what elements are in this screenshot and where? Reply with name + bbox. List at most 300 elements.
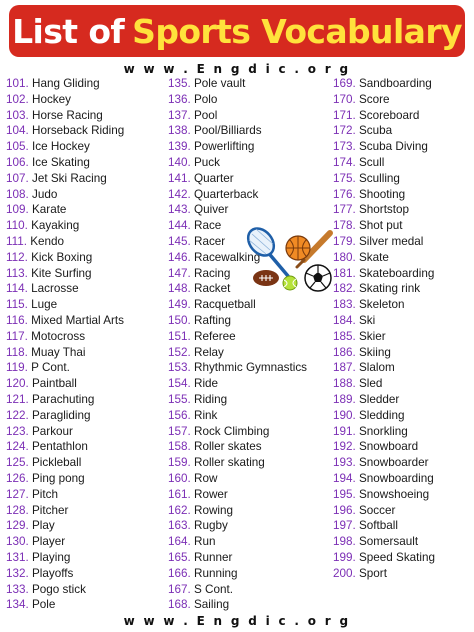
vocab-item	[333, 123, 435, 139]
item-word: Skating rink	[359, 282, 421, 296]
item-word: Player	[32, 535, 66, 549]
item-number: 118.	[6, 345, 28, 359]
item-word: Shortstop	[359, 203, 410, 217]
item-number: 153.	[168, 361, 191, 375]
item-number: 154.	[168, 377, 191, 391]
item-number: 149.	[168, 298, 191, 312]
vocab-item	[333, 218, 435, 234]
vocab-item	[6, 518, 124, 534]
item-number: 192.	[333, 440, 356, 454]
item-number: 135.	[168, 77, 191, 90]
item-word: Horseback Riding	[32, 124, 125, 138]
item-word: Pitcher	[32, 503, 69, 517]
item-number: 174.	[333, 155, 356, 169]
vocab-item	[333, 155, 435, 171]
item-number: 139.	[168, 140, 191, 154]
item-word: Shot put	[359, 219, 403, 233]
item-word: S Cont.	[194, 582, 233, 596]
vocab-item	[168, 582, 307, 598]
tennis-ball-icon	[283, 276, 297, 290]
item-number: 102.	[6, 92, 29, 106]
item-number: 168.	[168, 598, 191, 612]
item-word: Karate	[32, 203, 67, 217]
item-word: Paragliding	[32, 408, 91, 422]
vocab-item	[333, 534, 435, 550]
item-number: 198.	[333, 535, 356, 549]
item-word: Rower	[194, 487, 228, 501]
item-word: Sledder	[359, 392, 400, 406]
item-number: 105.	[6, 140, 29, 154]
vocab-item	[333, 76, 435, 92]
vocab-item	[333, 266, 435, 282]
vocab-item	[333, 139, 435, 155]
vocab-item	[6, 171, 124, 187]
item-number: 128.	[6, 503, 29, 517]
item-number: 112.	[6, 250, 28, 264]
item-number: 197.	[333, 519, 356, 533]
vocab-item	[168, 503, 307, 519]
item-word: Ping pong	[32, 471, 85, 485]
vocab-item	[6, 281, 124, 297]
vocab-item	[6, 345, 124, 361]
item-word: Sandboarding	[359, 77, 432, 90]
vocab-item	[168, 345, 307, 361]
item-number: 162.	[168, 503, 191, 517]
item-word: Pogo stick	[32, 582, 86, 596]
vocab-item	[168, 123, 307, 139]
item-number: 184.	[333, 313, 356, 327]
item-word: Rafting	[194, 313, 232, 327]
item-number: 175.	[333, 171, 356, 185]
item-word: Skiing	[359, 345, 391, 359]
item-number: 182.	[333, 282, 356, 296]
item-number: 160.	[168, 471, 191, 485]
item-word: Pool/Billiards	[194, 124, 262, 138]
sports-illustration	[244, 220, 340, 300]
item-word: Skate	[359, 250, 389, 264]
vocab-item	[168, 597, 307, 613]
vocab-item	[6, 187, 124, 203]
item-number: 195.	[333, 487, 356, 501]
item-word: Snowboard	[359, 440, 419, 454]
vocab-item	[168, 518, 307, 534]
item-word: Playoffs	[32, 566, 74, 580]
vocab-item	[333, 503, 435, 519]
item-number: 156.	[168, 408, 191, 422]
item-word: Snowshoeing	[359, 487, 430, 501]
item-word: Scull	[359, 155, 385, 169]
item-number: 116.	[6, 313, 28, 327]
item-number: 122.	[6, 408, 29, 422]
vocab-item	[6, 503, 124, 519]
vocab-item	[6, 597, 124, 613]
item-number: 190.	[333, 408, 356, 422]
vocab-item	[168, 424, 307, 440]
vocab-item	[333, 487, 435, 503]
item-word: Lacrosse	[31, 282, 79, 296]
item-number: 147.	[168, 266, 191, 280]
vocab-item	[6, 582, 124, 598]
vocab-item	[333, 471, 435, 487]
vocab-item	[168, 455, 307, 471]
vocab-item	[168, 329, 307, 345]
vocab-item	[168, 360, 307, 376]
item-word: Puck	[194, 155, 220, 169]
item-number: 194.	[333, 471, 356, 485]
vocab-item	[6, 534, 124, 550]
item-number: 109.	[6, 203, 29, 217]
item-word: Kayaking	[31, 219, 80, 233]
vocab-item	[6, 424, 124, 440]
website-url-top[interactable]: w w w . E n g d i c . o r g	[123, 62, 351, 76]
title-part-2: Sports Vocabulary	[132, 11, 462, 51]
item-number: 108.	[6, 187, 29, 201]
vocab-item	[6, 218, 124, 234]
vocab-item	[333, 187, 435, 203]
item-number: 133.	[6, 582, 29, 596]
item-number: 181.	[333, 266, 356, 280]
item-word: Pentathlon	[32, 440, 88, 454]
item-word: Parachuting	[32, 392, 95, 406]
item-word: Ski	[359, 313, 376, 327]
item-word: Run	[194, 535, 216, 549]
word-column-2	[168, 76, 307, 613]
item-number: 173.	[333, 140, 356, 154]
vocab-item	[333, 518, 435, 534]
item-number: 141.	[168, 171, 191, 185]
item-word: Skier	[359, 329, 386, 343]
item-word: Snowboarding	[359, 471, 434, 485]
item-number: 134.	[6, 598, 29, 612]
item-word: Race	[194, 219, 222, 233]
item-word: Pool	[194, 108, 218, 122]
vocab-item	[6, 471, 124, 487]
item-word: Roller skating	[194, 456, 265, 470]
vocab-item	[6, 266, 124, 282]
basketball-icon	[286, 236, 310, 260]
item-number: 127.	[6, 487, 29, 501]
vocab-item	[6, 250, 124, 266]
vocab-item	[6, 76, 124, 92]
vocab-item	[6, 392, 124, 408]
item-word: Racket	[194, 282, 231, 296]
american-football-icon	[253, 270, 279, 286]
item-word: Play	[32, 519, 55, 533]
item-word: Pole	[32, 598, 56, 612]
item-number: 137.	[168, 108, 191, 122]
item-word: Silver medal	[359, 234, 424, 248]
item-word: Somersault	[359, 535, 419, 549]
vocab-item	[168, 155, 307, 171]
item-word: Running	[194, 566, 238, 580]
vocab-item	[168, 139, 307, 155]
item-number: 170.	[333, 92, 356, 106]
item-number: 101.	[6, 77, 29, 90]
item-word: Pitch	[32, 487, 58, 501]
item-number: 115.	[6, 298, 28, 312]
item-number: 140.	[168, 155, 191, 169]
item-word: Judo	[32, 187, 58, 201]
item-number: 199.	[333, 550, 356, 564]
vocab-item	[6, 439, 124, 455]
item-word: P Cont.	[31, 361, 70, 375]
vocab-item	[6, 408, 124, 424]
vocab-item	[333, 392, 435, 408]
vocab-item	[6, 139, 124, 155]
item-word: Runner	[194, 550, 233, 564]
vocab-item	[6, 455, 124, 471]
item-word: Rowing	[194, 503, 233, 517]
item-number: 183.	[333, 298, 356, 312]
item-number: 189.	[333, 392, 356, 406]
item-word: Sailing	[194, 598, 230, 612]
vocab-item	[6, 234, 124, 250]
item-number: 148.	[168, 282, 191, 296]
item-word: Racing	[194, 266, 231, 280]
item-number: 157.	[168, 424, 191, 438]
item-number: 165.	[168, 550, 191, 564]
item-number: 124.	[6, 440, 29, 454]
item-number: 185.	[333, 329, 356, 343]
vocab-item	[333, 281, 435, 297]
item-number: 191.	[333, 424, 356, 438]
item-number: 196.	[333, 503, 356, 517]
vocab-item	[6, 155, 124, 171]
item-number: 152.	[168, 345, 191, 359]
vocab-item	[6, 487, 124, 503]
item-number: 167.	[168, 582, 191, 596]
item-number: 171.	[333, 108, 356, 122]
item-word: Paintball	[32, 377, 77, 391]
vocab-item	[333, 313, 435, 329]
item-number: 117.	[6, 329, 28, 343]
item-word: Scoreboard	[359, 108, 420, 122]
item-word: Powerlifting	[194, 140, 255, 154]
item-number: 129.	[6, 519, 29, 533]
item-word: Rugby	[194, 519, 228, 533]
item-number: 132.	[6, 566, 29, 580]
item-number: 138.	[168, 124, 191, 138]
item-word: Slalom	[359, 361, 395, 375]
item-number: 188.	[333, 377, 356, 391]
vocab-item	[168, 313, 307, 329]
item-number: 172.	[333, 124, 356, 138]
item-word: Racer	[194, 234, 226, 248]
item-word: Mixed Martial Arts	[31, 313, 125, 327]
vocab-item	[333, 202, 435, 218]
item-number: 163.	[168, 519, 191, 533]
item-word: Softball	[359, 519, 398, 533]
item-number: 169.	[333, 77, 356, 90]
item-word: Relay	[194, 345, 224, 359]
item-number: 161.	[168, 487, 191, 501]
item-number: 114.	[6, 282, 28, 296]
website-url-bottom[interactable]: w w w . E n g d i c . o r g	[123, 614, 351, 628]
item-word: Kite Surfing	[31, 266, 92, 280]
item-word: Playing	[32, 550, 71, 564]
item-word: Quarter	[194, 171, 234, 185]
item-word: Pickleball	[32, 456, 82, 470]
item-word: Referee	[194, 329, 236, 343]
vocab-item	[168, 92, 307, 108]
vocab-item	[6, 92, 124, 108]
item-word: Sculling	[359, 171, 400, 185]
item-number: 193.	[333, 456, 356, 470]
vocab-item	[333, 550, 435, 566]
item-word: Sport	[359, 566, 387, 580]
word-column-3	[333, 76, 435, 582]
item-word: Shooting	[359, 187, 406, 201]
vocab-item	[6, 376, 124, 392]
title-banner	[9, 5, 465, 57]
item-word: Hockey	[32, 92, 71, 106]
item-number: 150.	[168, 313, 191, 327]
item-word: Skateboarding	[359, 266, 435, 280]
vocab-item	[333, 234, 435, 250]
item-word: Scuba	[359, 124, 393, 138]
item-word: Parkour	[32, 424, 73, 438]
vocab-item	[333, 329, 435, 345]
vocab-item	[333, 455, 435, 471]
item-number: 177.	[333, 203, 356, 217]
item-word: Riding	[194, 392, 228, 406]
item-number: 186.	[333, 345, 356, 359]
item-number: 107.	[6, 171, 29, 185]
item-word: Motocross	[31, 329, 86, 343]
item-word: Row	[194, 471, 218, 485]
item-word: Sled	[359, 377, 383, 391]
item-number: 179.	[333, 234, 356, 248]
vocab-item	[168, 566, 307, 582]
item-number: 120.	[6, 377, 29, 391]
item-number: 104.	[6, 124, 29, 138]
item-word: Speed Skating	[359, 550, 436, 564]
vocab-item	[168, 171, 307, 187]
item-number: 176.	[333, 187, 356, 201]
item-word: Kick Boxing	[31, 250, 93, 264]
item-word: Racquetball	[194, 298, 256, 312]
item-number: 111.	[6, 234, 28, 248]
vocab-item	[333, 345, 435, 361]
word-column-1	[6, 76, 124, 613]
vocab-item	[168, 550, 307, 566]
vocab-item	[333, 108, 435, 124]
item-number: 142.	[168, 187, 191, 201]
item-word: Soccer	[359, 503, 396, 517]
item-word: Ice Hockey	[32, 140, 90, 154]
item-number: 178.	[333, 219, 356, 233]
item-number: 103.	[6, 108, 29, 122]
item-word: Polo	[194, 92, 218, 106]
item-number: 164.	[168, 535, 191, 549]
vocab-item	[168, 108, 307, 124]
vocab-item	[168, 202, 307, 218]
vocab-item	[6, 202, 124, 218]
item-number: 158.	[168, 440, 191, 454]
item-number: 143.	[168, 203, 191, 217]
item-word: Rhythmic Gymnastics	[194, 361, 308, 375]
item-number: 125.	[6, 456, 29, 470]
vocab-item	[333, 408, 435, 424]
item-word: Muay Thai	[31, 345, 86, 359]
vocab-item	[168, 392, 307, 408]
item-word: Hang Gliding	[32, 77, 100, 90]
item-word: Skeleton	[359, 298, 405, 312]
item-number: 126.	[6, 471, 29, 485]
vocab-item	[168, 439, 307, 455]
item-word: Snorkling	[359, 424, 408, 438]
title-part-1: List of	[12, 11, 125, 51]
soccer-ball-icon	[305, 265, 331, 291]
item-number: 151.	[168, 329, 191, 343]
item-word: Quarterback	[194, 187, 259, 201]
item-word: Quiver	[194, 203, 229, 217]
item-word: Score	[359, 92, 390, 106]
vocab-item	[333, 566, 435, 582]
item-word: Ice Skating	[32, 155, 90, 169]
item-word: Rock Climbing	[194, 424, 270, 438]
item-number: 136.	[168, 92, 191, 106]
item-number: 131.	[6, 550, 29, 564]
item-word: Roller skates	[194, 440, 262, 454]
vocab-item	[333, 171, 435, 187]
item-number: 180.	[333, 250, 356, 264]
vocab-item	[6, 566, 124, 582]
vocab-item	[6, 360, 124, 376]
item-word: Jet Ski Racing	[32, 171, 107, 185]
item-word: Scuba Diving	[359, 140, 428, 154]
item-word: Racewalking	[194, 250, 261, 264]
vocab-item	[168, 408, 307, 424]
item-number: 113.	[6, 266, 28, 280]
item-word: Sledding	[359, 408, 405, 422]
item-number: 110.	[6, 219, 28, 233]
item-word: Pole vault	[194, 77, 246, 90]
item-number: 155.	[168, 392, 191, 406]
item-word: Kendo	[30, 234, 65, 248]
item-number: 106.	[6, 155, 29, 169]
vocab-item	[168, 534, 307, 550]
item-word: Ride	[194, 377, 219, 391]
vocab-item	[333, 424, 435, 440]
vocab-item	[6, 329, 124, 345]
vocab-item	[333, 439, 435, 455]
item-number: 200.	[333, 566, 356, 580]
item-number: 166.	[168, 566, 191, 580]
item-number: 146.	[168, 250, 191, 264]
item-number: 121.	[6, 392, 29, 406]
item-number: 123.	[6, 424, 29, 438]
vocab-item	[6, 550, 124, 566]
page-title	[12, 12, 462, 51]
tennis-racket-icon	[244, 223, 288, 276]
vocab-item	[6, 108, 124, 124]
vocab-item	[333, 376, 435, 392]
vocab-item	[333, 92, 435, 108]
vocab-item	[168, 471, 307, 487]
vocab-item	[168, 187, 307, 203]
item-number: 130.	[6, 535, 29, 549]
vocab-item	[168, 487, 307, 503]
vocab-item	[6, 297, 124, 313]
vocab-item	[168, 76, 307, 92]
vocab-item	[333, 250, 435, 266]
item-word: Luge	[31, 298, 58, 312]
item-word: Snowboarder	[359, 456, 429, 470]
vocab-item	[6, 123, 124, 139]
item-number: 145.	[168, 234, 191, 248]
item-number: 187.	[333, 361, 356, 375]
